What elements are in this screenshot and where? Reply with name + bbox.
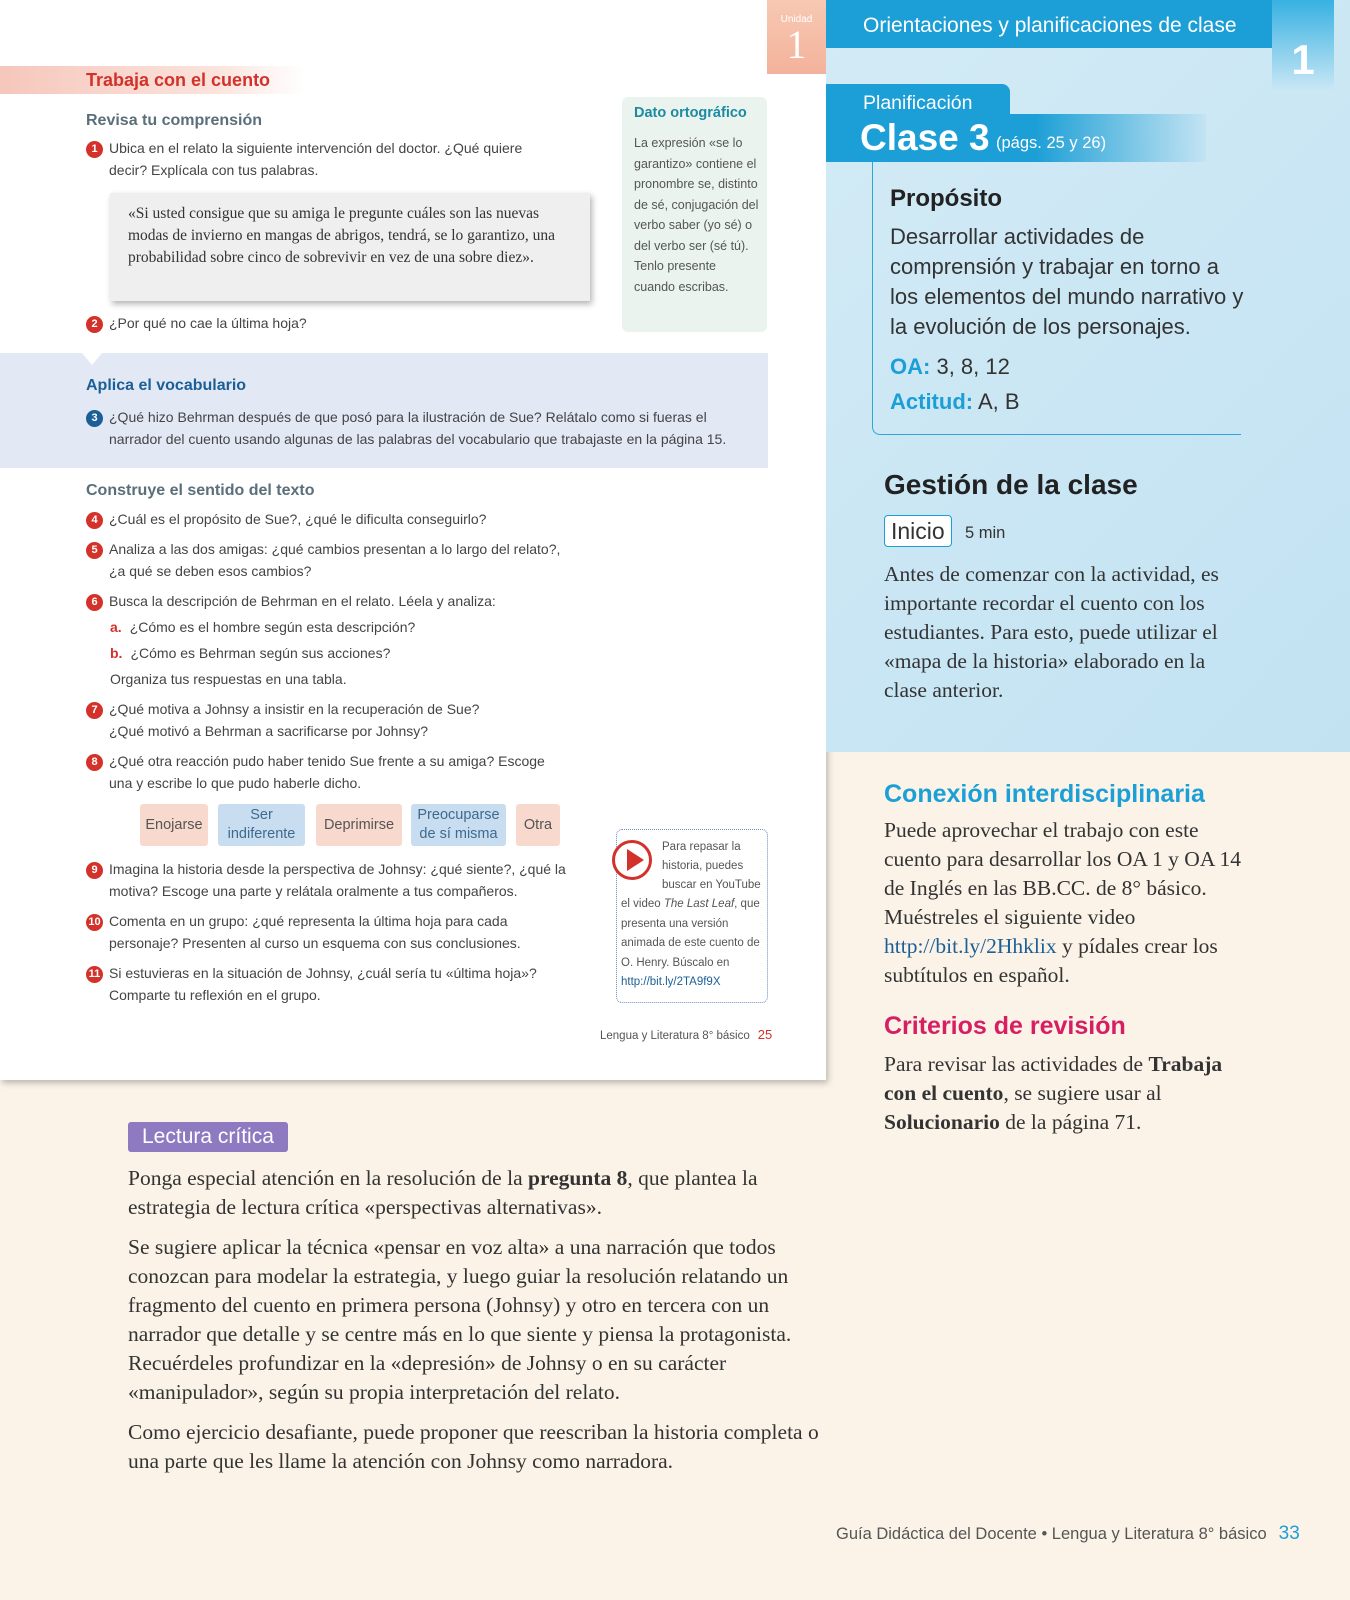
- question-text: Comenta en un grupo: ¿qué representa la última hoja para cada: [109, 913, 508, 929]
- question-6: [86, 590, 496, 612]
- vocab-notch: [82, 353, 102, 365]
- revisa-heading: Revisa tu comprensión: [86, 112, 263, 129]
- guide-unit-number: 1: [1272, 0, 1334, 90]
- question-8: [86, 750, 545, 794]
- question-10: [86, 910, 521, 954]
- guide-header-title: Orientaciones y planificaciones de clase: [863, 14, 1237, 37]
- question-text: ¿a qué se deben esos cambios?: [109, 563, 312, 579]
- inicio-time: 5 min: [965, 524, 1006, 542]
- actitud-value: A, B: [978, 389, 1020, 414]
- conexion-link[interactable]: http://bit.ly/2Hhklix: [884, 934, 1057, 958]
- chip-text: Otra: [523, 816, 553, 833]
- clase-pages: (págs. 25 y 26): [996, 134, 1107, 152]
- conexion-heading: Conexión interdisciplinaria: [884, 780, 1205, 808]
- guide-header-bar: [826, 0, 1272, 48]
- conexion-body: [884, 816, 1249, 990]
- chip-text: Deprimirse: [323, 816, 395, 833]
- doctor-quote-box: [110, 193, 590, 301]
- question-number: 7: [86, 702, 103, 719]
- question-text: ¿Qué hizo Behrman después de que posó para la ilustración de Sue? Relátalo como si fueras el: [109, 409, 707, 425]
- question-number: 10: [86, 914, 103, 931]
- question-1: [86, 137, 522, 181]
- play-icon[interactable]: [612, 840, 652, 880]
- video-note-text: Para repasar la historia, puedes buscar en YouTube: [662, 841, 761, 891]
- gestion-heading: Gestión de la clase: [884, 469, 1138, 500]
- guide-page-number: 33: [1278, 1523, 1300, 1544]
- criterios-bold: Solucionario: [884, 1110, 1000, 1134]
- question-3: [86, 406, 726, 450]
- oa-value: 3, 8, 12: [936, 354, 1010, 379]
- guide-footer: [836, 1523, 1300, 1545]
- question-number: 2: [86, 316, 103, 333]
- dato-body: La expresión «se lo garantizo» contiene el pronombre se, distinto de sé, conjugación del verbo saber (yo sé) o del verbo ser (sé tú). Tenlo presente cuando escribas.: [634, 136, 759, 294]
- unit-label: Unidad: [780, 14, 813, 25]
- question-6a: [110, 616, 415, 638]
- section-heading: [0, 66, 305, 94]
- chip-text: Preocuparse: [417, 807, 500, 823]
- unit-number: 1: [786, 22, 807, 67]
- question-text: Imagina la historia desde la perspectiva de Johnsy: ¿qué siente?, ¿qué la: [109, 861, 566, 877]
- video-text: , que presenta una versión animada de este cuento de O. Henry. Búscalo en: [621, 898, 760, 969]
- doctor-quote: «Si usted consigue que su amiga le pregunte cuáles son las nuevas modas de invierno en mangas de abrigos, tendrá, se lo garantizo, una probabilidad sobre cinco de sobrevivir en vez de una sobre diez».: [128, 205, 555, 266]
- vocab-heading: Aplica el vocabulario: [86, 377, 247, 394]
- question-text: Si estuvieras en la situación de Johnsy, ¿cuál sería tu «última hoja»?: [109, 965, 537, 981]
- clase-bar: [826, 114, 1206, 162]
- question-2: [86, 312, 307, 334]
- question-6b: [110, 642, 390, 664]
- question-text: Busca la descripción de Behrman en el relato. Léela y analiza:: [109, 593, 496, 609]
- question-7: [86, 698, 479, 742]
- actitud-label: Actitud:: [890, 389, 974, 414]
- video-title: The Last Leaf: [663, 898, 735, 910]
- question-number: 9: [86, 862, 103, 879]
- lectura-text: , que plantea la estrategia de lectura crítica «perspectivas alternativas».: [128, 1166, 758, 1219]
- conexion-text: y pídales crear los subtítulos en español.: [884, 934, 1218, 987]
- option-chip: [316, 804, 402, 846]
- criterios-heading: Criterios de revisión: [884, 1012, 1126, 1040]
- question-number: 5: [86, 542, 103, 559]
- student-page: [0, 0, 826, 1080]
- item-label: a.: [110, 619, 122, 635]
- question-text: motiva? Escoge una parte y relátala oralmente a tus compañeros.: [109, 883, 518, 899]
- question-text: decir? Explícala con tus palabras.: [109, 162, 319, 178]
- lectura-paragraph-2: Se sugiere aplicar la técnica «pensar en voz alta» a una narración que todos conozcan para modelar la estrategia, y luego guiar la resolución relatando un fragmento del cuento en primera persona (Johnsy) y otro en tercera con un narrador que detalle y se centre más en lo que siente y piensa la protagonista. Recuérdeles profundizar en la «depresión» de Johnsy o en su carácter «manipulador», según su propia interpretación del relato.: [128, 1235, 792, 1404]
- footer-text: Lengua y Literatura 8° básico: [600, 1030, 750, 1042]
- oa-label: OA:: [890, 354, 931, 379]
- inicio-badge: Inicio: [884, 515, 952, 547]
- question-text: una y escribe lo que pudo haberle dicho.: [109, 775, 362, 791]
- question-number: 3: [86, 410, 103, 427]
- oa-line: [890, 354, 1010, 380]
- construye-heading: Construye el sentido del texto: [86, 482, 315, 499]
- video-note-text: [621, 895, 766, 993]
- criterios-bold: Trabaja con el cuento: [884, 1052, 1223, 1105]
- question-number: 11: [86, 966, 103, 983]
- student-page-number: 25: [757, 1027, 773, 1042]
- chip-text: de sí misma: [419, 826, 498, 842]
- dato-ortografico-box: [622, 97, 767, 332]
- planificacion-label: Planificación: [863, 92, 973, 114]
- option-chip: [218, 804, 305, 846]
- chip-text: Ser: [250, 807, 273, 823]
- option-chip: [140, 804, 208, 846]
- lectura-paragraph-3: Como ejercicio desafiante, puede proponer que reescriban la historia completa o una parte que les llame la atención con Johnsy como narradora.: [128, 1420, 819, 1473]
- criterios-body: [884, 1050, 1249, 1137]
- dato-title: Dato ortográfico: [634, 105, 747, 121]
- question-text: narrador del cuento usando algunas de las palabras del vocabulario que trabajaste en la página 15.: [109, 431, 727, 447]
- lectura-bold: pregunta 8: [528, 1166, 628, 1190]
- question-text: personaje? Presenten al curso un esquema con sus conclusiones.: [109, 935, 521, 951]
- question-text: ¿Qué motivó a Behrman a sacrificarse por Johnsy?: [109, 723, 429, 739]
- criterios-text: Para revisar las actividades de: [884, 1052, 1149, 1076]
- conexion-text: Puede aprovechar el trabajo con este cuento para desarrollar los OA 1 y OA 14 de Inglés en las BB.CC. de 8° básico. Muéstreles el siguiente video: [884, 818, 1242, 929]
- question-4: [86, 508, 486, 530]
- criterios-text: , se sugiere usar al: [1003, 1081, 1162, 1105]
- lectura-text: Ponga especial atención en la resolución de la: [128, 1166, 528, 1190]
- question-text: Comparte tu reflexión en el grupo.: [109, 987, 321, 1003]
- item-label: b.: [110, 645, 123, 661]
- question-5: [86, 538, 560, 582]
- actitud-line: [890, 389, 1020, 415]
- question-number: 1: [86, 141, 103, 158]
- question-6-note: Organiza tus respuestas en una tabla.: [110, 671, 347, 687]
- question-text: Analiza a las dos amigas: ¿qué cambios presentan a lo largo del relato?,: [109, 541, 561, 557]
- chip-text: indiferente: [227, 826, 296, 842]
- section-title: Trabaja con el cuento: [86, 70, 271, 90]
- chip-text: Enojarse: [145, 816, 203, 833]
- criterios-text: de la página 71.: [999, 1110, 1142, 1134]
- item-text: ¿Cómo es Behrman según sus acciones?: [130, 645, 391, 661]
- question-text: ¿Por qué no cae la última hoja?: [109, 315, 307, 331]
- student-footer: [600, 1027, 772, 1042]
- question-number: 8: [86, 754, 103, 771]
- option-chip: [411, 804, 506, 846]
- planificacion-tab: [826, 84, 1010, 116]
- question-text: ¿Cuál es el propósito de Sue?, ¿qué le dificulta conseguirlo?: [109, 511, 487, 527]
- clase-title: Clase 3: [860, 117, 990, 158]
- unit-tab: [767, 0, 826, 74]
- question-text: Ubica en el relato la siguiente intervención del doctor. ¿Qué quiere: [109, 140, 523, 156]
- question-9: [86, 858, 566, 902]
- inicio-body: Antes de comenzar con la actividad, es importante recordar el cuento con los estudiantes. Para esto, puede utilizar el «mapa de la historia» elaborado en la clase anterior.: [884, 562, 1219, 702]
- question-text: ¿Qué otra reacción pudo haber tenido Sue frente a su amiga? Escoge: [109, 753, 545, 769]
- footer-text: Guía Didáctica del Docente • Lengua y Literatura 8° básico: [836, 1525, 1267, 1543]
- question-number: 4: [86, 512, 103, 529]
- item-text: ¿Cómo es el hombre según esta descripción?: [129, 619, 416, 635]
- option-chip: [516, 804, 560, 846]
- lectura-critica-badge: Lectura crítica: [128, 1122, 288, 1152]
- question-11: [86, 962, 537, 1006]
- question-text: ¿Qué motiva a Johnsy a insistir en la recuperación de Sue?: [109, 701, 480, 717]
- lectura-paragraph-1: [128, 1164, 838, 1222]
- video-link[interactable]: http://bit.ly/2TA9f9X: [621, 976, 721, 988]
- proposito-heading: Propósito: [890, 185, 1002, 212]
- proposito-body: Desarrollar actividades de comprensión y trabajar en torno a los elementos del mundo narrativo y la evolución de los personajes.: [890, 224, 1244, 339]
- question-number: 6: [86, 594, 103, 611]
- video-text: el video: [621, 898, 664, 910]
